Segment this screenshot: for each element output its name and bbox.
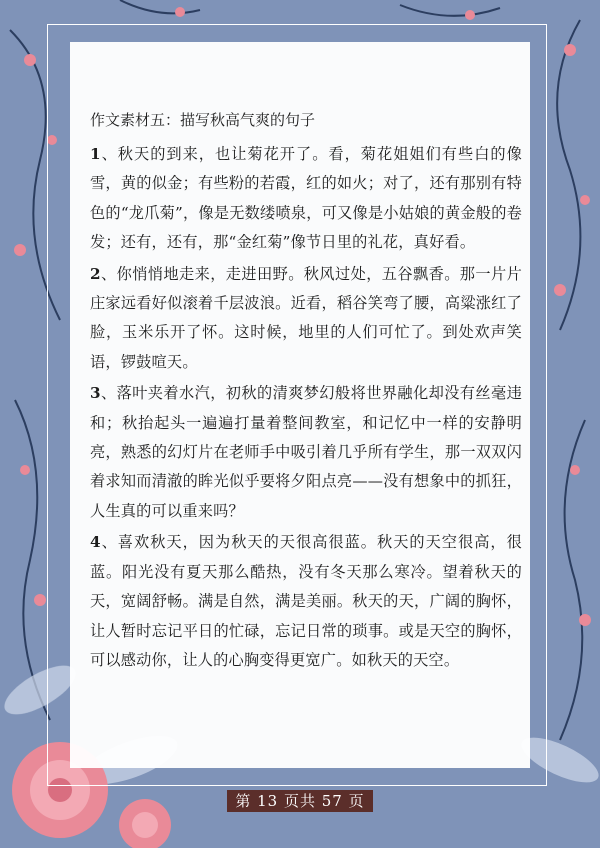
document-title: 作文素材五：描写秋高气爽的句子	[90, 111, 316, 129]
page-number-label: 第 13 页共 57 页	[227, 790, 372, 812]
page-footer	[0, 790, 600, 812]
paragraph-2	[90, 260, 522, 378]
paragraph-number: 3	[90, 384, 101, 403]
paragraph-4	[90, 528, 522, 675]
paragraph-text: 、落叶夹着水汽，初秋的清爽梦幻般将世界融化却没有丝毫违和；秋抬起头一遍遍打量着整间教室，和记忆中一样的安静明亮，熟悉的幻灯片在老师手中吸引着几乎所有学生，那一双双闪着求知而清澈的眸光似乎要将夕阳点亮——没有想象中的抓狂，人生真的可以重来吗？	[90, 384, 522, 520]
paragraph-number: 1	[90, 145, 101, 163]
paragraph-1	[90, 140, 522, 258]
paragraph-text: 、秋天的到来，也让菊花开了。看，菊花姐姐们有些白的像雪，黄的似金；有些粉的若霞，红的如火；对了，还有那别有特色的“龙爪菊”，像是无数缕喷泉，可又像是小姑娘的黄金般的卷发；还有，还有，那“金红菊”像节日里的礼花，真好看。	[90, 145, 522, 252]
paragraph-text: 、你悄悄地走来，走进田野。秋风过处，五谷飘香。那一片片庄家远看好似滚着千层波浪。近看，稻谷笑弯了腰，高粱涨红了脸，玉米乐开了怀。这时候，地里的人们可忙了。到处欢声笑语，锣鼓喧天。	[90, 264, 522, 371]
paragraph-text: 、喜欢秋天，因为秋天的天很高很蓝。秋天的天空很高，很蓝。阳光没有夏天那么酷热，没有冬天那么寒冷。望着秋天的天，宽阔舒畅。满是自然，满是美丽。秋天的天，广阔的胸怀，让人暂时忘记平日的忙碌，忘记日常的琐事。或是天空的胸怀，可以感动你，让人的心胸变得更宽广。如秋天的天空。	[90, 533, 522, 669]
document-body	[90, 108, 522, 677]
paragraph-number: 2	[90, 264, 101, 283]
paragraph-number: 4	[90, 533, 101, 552]
paragraph-3	[90, 379, 522, 526]
